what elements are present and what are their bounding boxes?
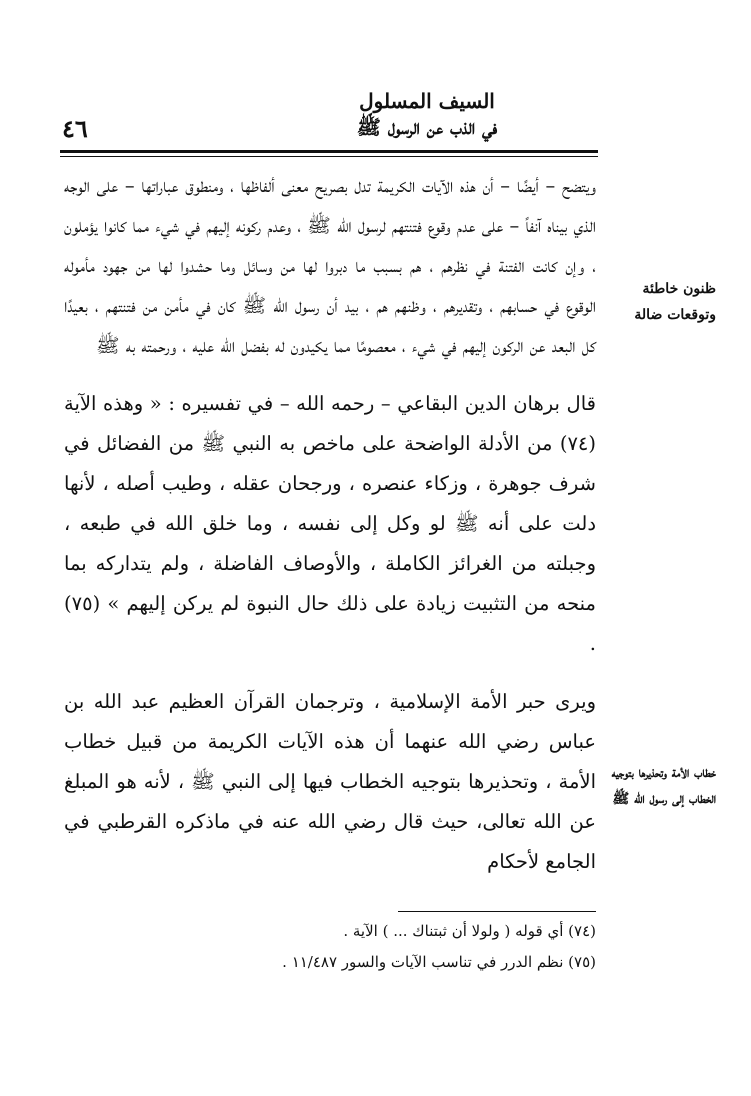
header-title-line1: السيف المسلول [359, 89, 495, 113]
footnote: (٧٤) أي قوله ( ولولا أن ثبتناك ... ) الآية . [343, 922, 596, 940]
margin-note: ظنون خاطئة وتوقعات ضالة [634, 281, 716, 323]
footnotes [200, 916, 596, 978]
paragraph-spacer [64, 664, 596, 682]
paragraph: قال برهان الدين البقاعي – رحمه الله – في تفسيره : « وهذه الآية (٧٤) من الأدلة الواضحة على ماخص به النبي ﷺ من الفضائل في شرف جوهرة ، وزكاء عنصره ، ورجحان عقله ، وطيب أصله ، لأنها دلت على أنه ﷺ لو وكل إلى نفسه ، وما خلق الله في طبعه ، وجبلته من الغرائز الكاملة ، والأوصاف الفاضلة ، ولم يتداركه بما منحه من التثبيت زيادة على ذلك حال النبوة لم يركن إليهم » (٧٥) . [64, 392, 596, 655]
paragraph: ويتضح – أيضًا – أن هذه الآيات الكريمة تدل بصريح معنى ألفاظها ، ومنطوق عباراتها – على الوجه الذي بيناه آنفاً – على عدم وقوع فتنتهم لرسول الله ﷺ ، وعدم ركونه إليهم في شيء مما كانوا يؤملون ، وإن كانت الفتنة في نظرهم ، هم بسبب ما دبروا لها من وسائل وما حشدوا لها من جهود مأموله الوقوع في حسابهم ، وتقديرهم ، وظنهم هم ، بيد أن رسول الله ﷺ كان في مأمن من فتنتهم ، بعيدًا كل البعد عن الركون إليهم في شيء ، معصومًا مما يكيدون له بفضل الله عليه ، ورحمته به ﷺ [64, 174, 596, 357]
header-title-line2: في الذب عن الرسول ﷺ [356, 115, 498, 139]
header-rule-thin [60, 156, 598, 157]
running-header [262, 88, 592, 140]
header-rule-thick [60, 150, 598, 153]
footnote-rule [398, 911, 596, 912]
paragraph-spacer [64, 366, 596, 384]
paragraph: ويرى حبر الأمة الإسلامية ، وترجمان القرآن العظيم عبد الله بن عباس رضي الله عنهما أن هذه الآيات الكريمة من قبيل خطاب الأمة ، وتحذيرها بتوجيه الخطاب فيها إلى النبي ﷺ ، لأنه هو المبلغ عن الله تعالى، حيث قال رضي الله عنه في ماذكره القرطبي في الجامع لأحكام [64, 690, 596, 873]
footnote: (٧٥) نظم الدرر في تناسب الآيات والسور ١١/٤٨٧ . [282, 953, 596, 971]
margin-note: خطاب الأمة وتحذيرها بتوجيه الخطاب إلى رسول الله ﷺ [611, 765, 716, 807]
body-text [64, 166, 596, 882]
page-number: ٤٦ [62, 114, 88, 143]
